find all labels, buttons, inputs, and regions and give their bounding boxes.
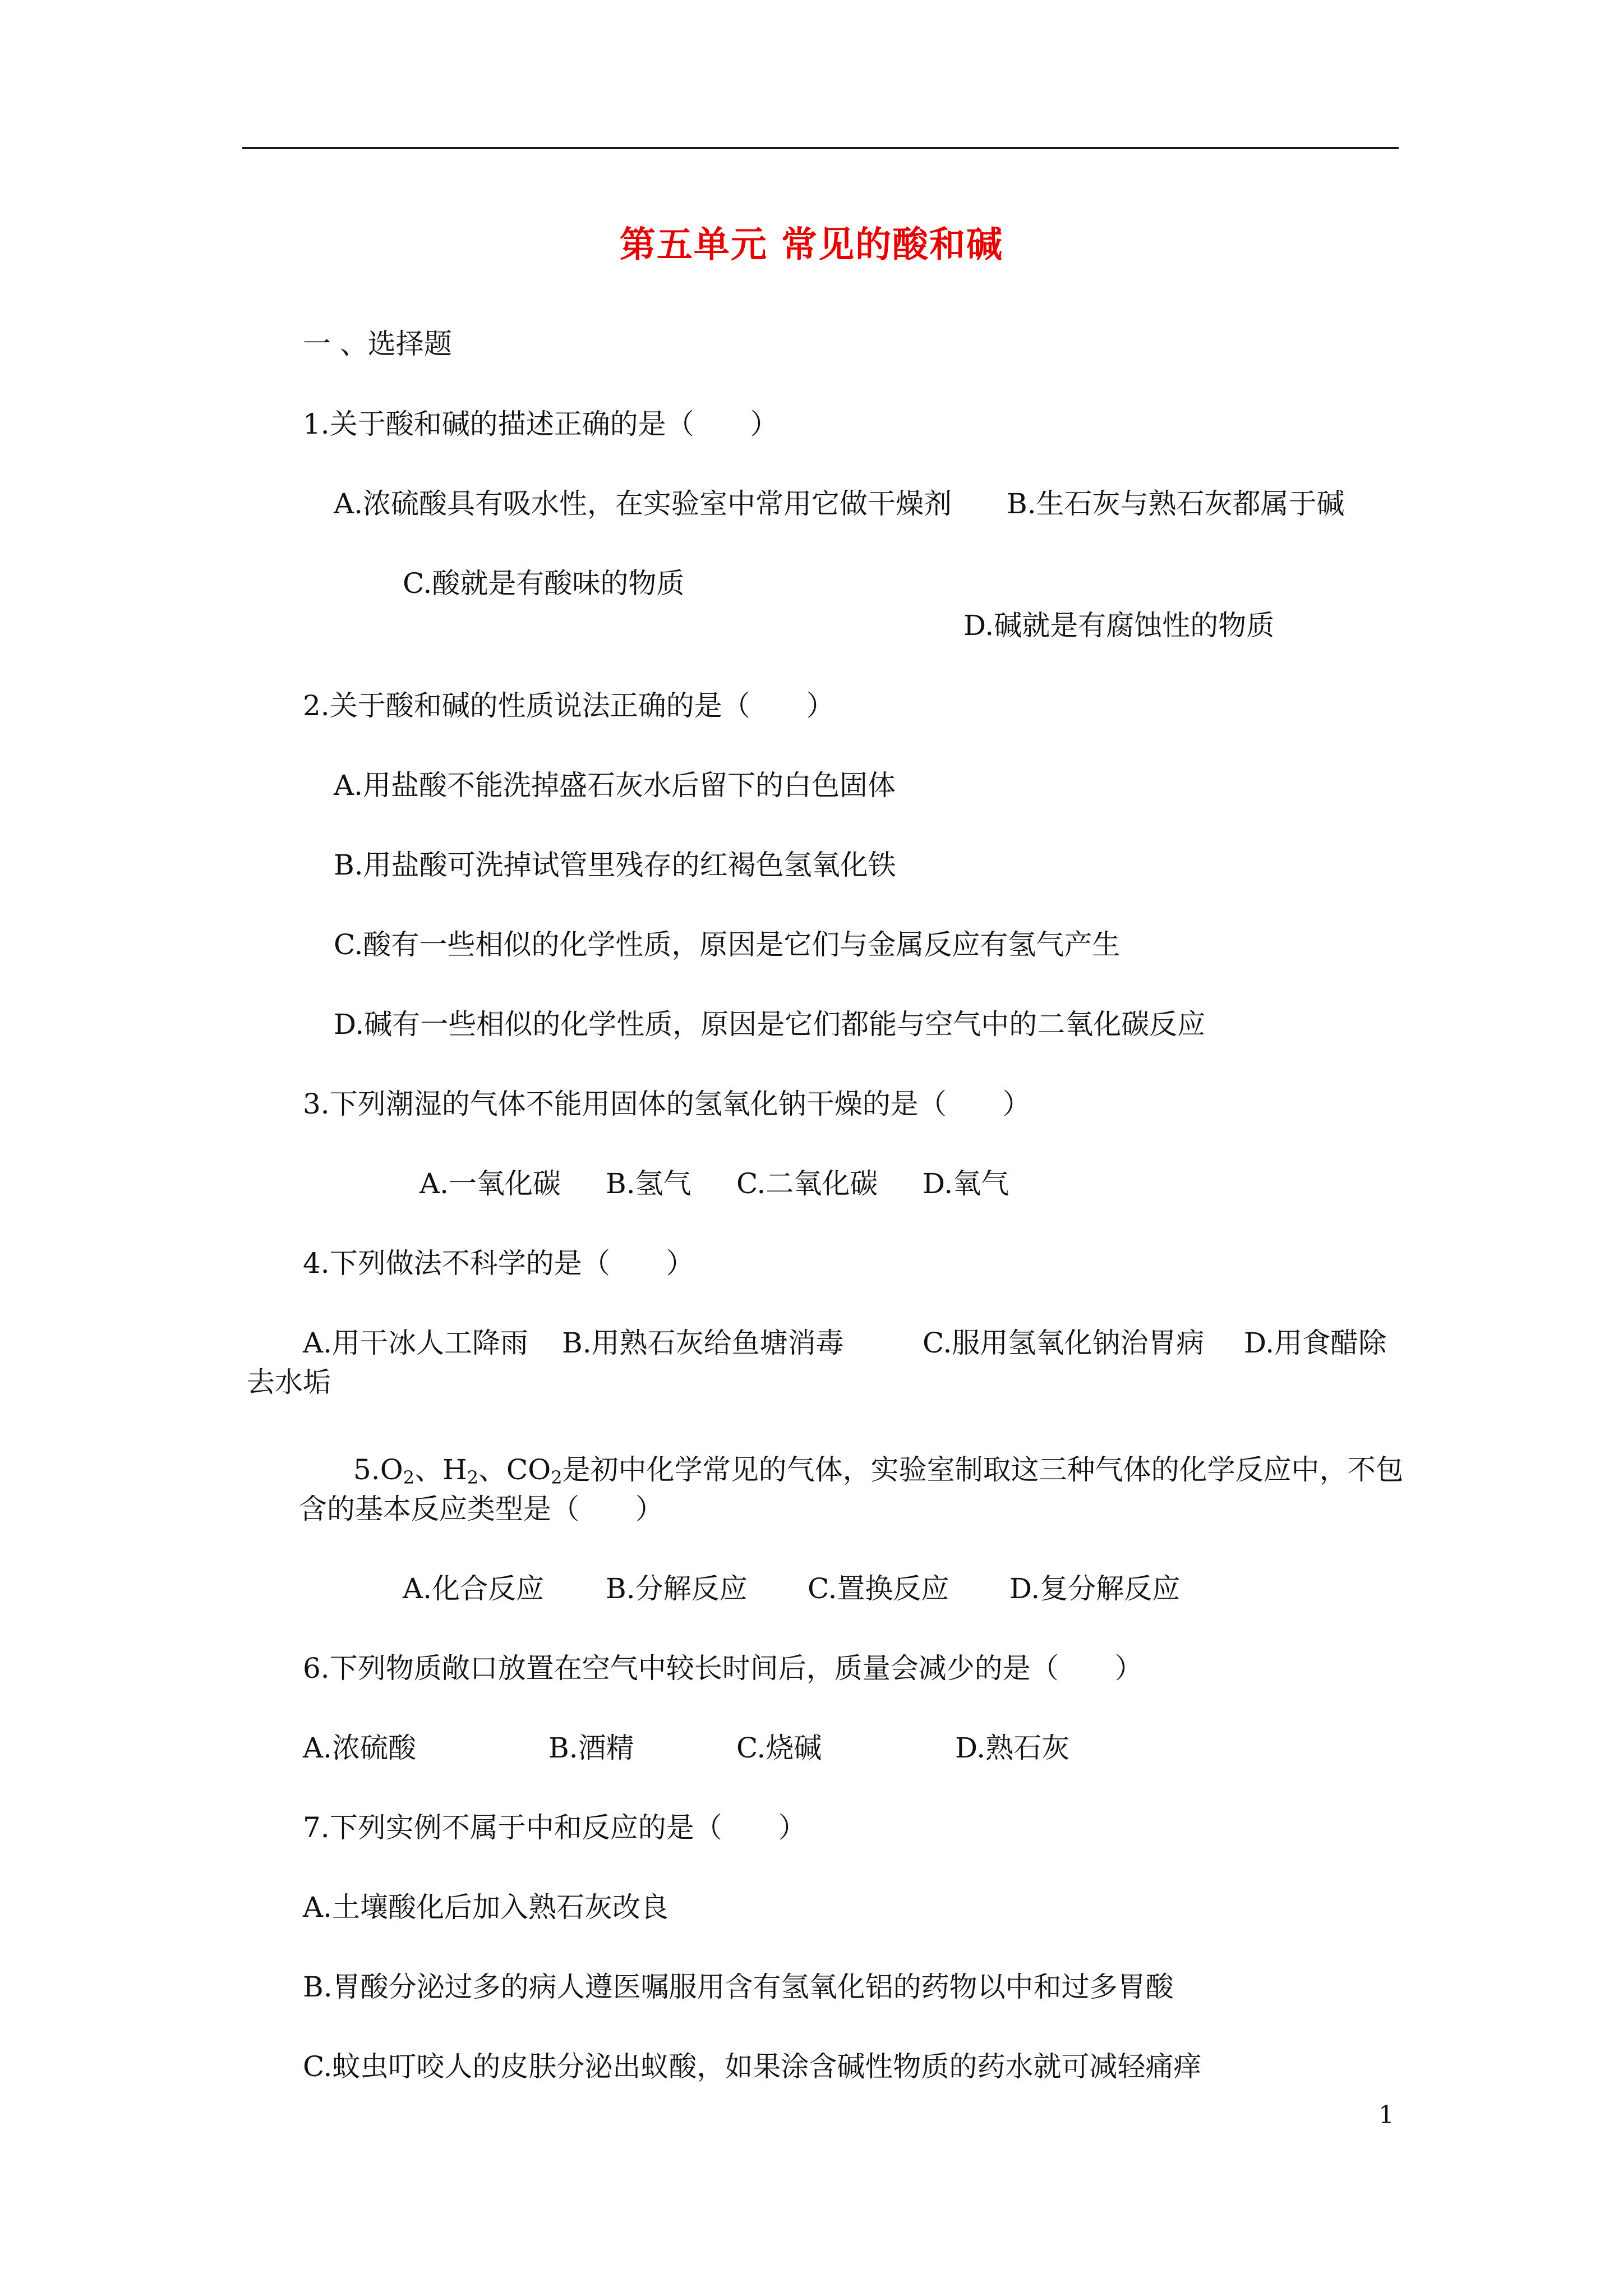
q1-stem: 1.关于酸和碱的描述正确的是（ ） bbox=[303, 408, 778, 440]
q2-option-a: A.用盐酸不能洗掉盛石灰水后留下的白色固体 bbox=[334, 769, 896, 802]
q7-option-a: A.土壤酸化后加入熟石灰改良 bbox=[303, 1891, 669, 1924]
q3-option-d: D.氧气 bbox=[923, 1167, 1009, 1200]
q5-option-b: B.分解反应 bbox=[606, 1572, 748, 1605]
q4-stem: 4.下列做法不科学的是（ ） bbox=[303, 1247, 694, 1280]
q4-option-b: B.用熟石灰给鱼塘消毒 bbox=[562, 1327, 844, 1359]
q1-option-b: B.生石灰与熟石灰都属于碱 bbox=[1007, 487, 1345, 520]
header-rule bbox=[242, 147, 1399, 149]
q5-option-c: C.置换反应 bbox=[808, 1572, 949, 1605]
q7-option-c: C.蚊虫叮咬人的皮肤分泌出蚁酸，如果涂含碱性物质的药水就可减轻痛痒 bbox=[303, 2050, 1202, 2083]
q6-option-b: B.酒精 bbox=[548, 1732, 634, 1764]
section-heading: 一 、选择题 bbox=[303, 328, 452, 360]
q3-option-a: A.一氧化碳 bbox=[419, 1167, 561, 1200]
q5-option-a: A.化合反应 bbox=[403, 1572, 545, 1605]
q2-option-c: C.酸有一些相似的化学性质，原因是它们与金属反应有氢气产生 bbox=[334, 928, 1121, 961]
q2-option-b: B.用盐酸可洗掉试管里残存的红褐色氢氧化铁 bbox=[334, 849, 896, 881]
q5-stem: $5.O_2$、$H_2$、$CO_2$是初中化学常见的气体，实验室制取这三种气体的化学反应中，不包 bbox=[353, 1453, 1404, 1488]
q6-option-c: C.烧碱 bbox=[736, 1732, 822, 1764]
q5-stem-continued: 含的基本反应类型是（ ） bbox=[299, 1493, 663, 1525]
page-number: 1 bbox=[1378, 2101, 1394, 2129]
q3-option-b: B.氢气 bbox=[606, 1167, 691, 1200]
q1-option-a: A.浓硫酸具有吸水性，在实验室中常用它做干燥剂 bbox=[334, 487, 952, 520]
q1-option-c: C.酸就是有酸味的物质 bbox=[403, 567, 685, 600]
q3-stem: 3.下列潮湿的气体不能用固体的氢氧化钠干燥的是（ ） bbox=[303, 1088, 1031, 1120]
page-title: 第五单元 常见的酸和碱 bbox=[619, 224, 1004, 266]
q7-option-b: B.胃酸分泌过多的病人遵医嘱服用含有氢氧化铝的药物以中和过多胃酸 bbox=[303, 1971, 1174, 2003]
q2-stem: 2.关于酸和碱的性质说法正确的是（ ） bbox=[303, 689, 834, 722]
q4-option-c: C.服用氢氧化钠治胃病 bbox=[923, 1327, 1205, 1359]
q6-stem: 6.下列物质敞口放置在空气中较长时间后，质量会减少的是（ ） bbox=[303, 1652, 1143, 1685]
q4-option-d-continued: 去水垢 bbox=[247, 1366, 331, 1398]
q4-option-d: D.用食醋除 bbox=[1244, 1327, 1387, 1359]
q4-option-a: A.用干冰人工降雨 bbox=[303, 1327, 529, 1359]
q3-option-c: C.二氧化碳 bbox=[736, 1167, 878, 1200]
q5-option-d: D.复分解反应 bbox=[1009, 1572, 1181, 1605]
q7-stem: 7.下列实例不属于中和反应的是（ ） bbox=[303, 1811, 806, 1844]
q6-option-a: A.浓硫酸 bbox=[303, 1732, 417, 1764]
q1-option-d: D.碱就是有腐蚀性的物质 bbox=[963, 609, 1275, 642]
q2-option-d: D.碱有一些相似的化学性质，原因是它们都能与空气中的二氧化碳反应 bbox=[334, 1008, 1206, 1041]
q6-option-d: D.熟石灰 bbox=[955, 1732, 1070, 1764]
